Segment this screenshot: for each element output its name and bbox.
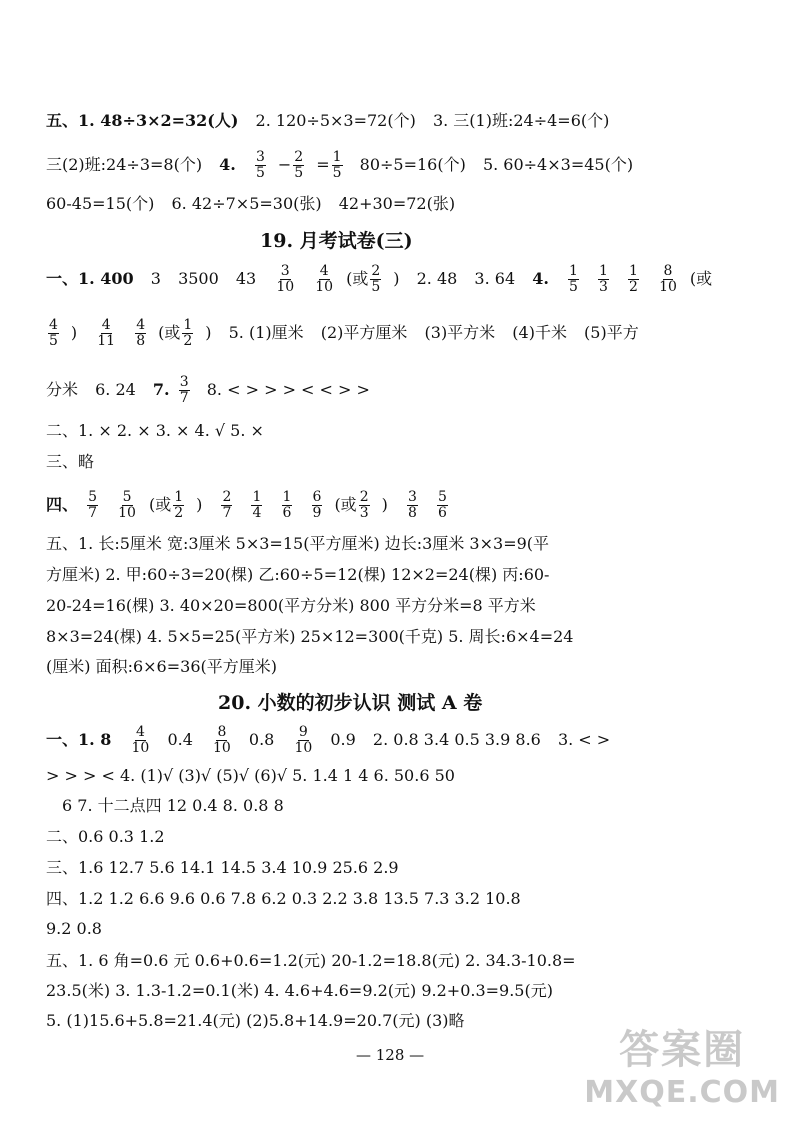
- fraction: $\frac{3}{7}$: [179, 374, 189, 406]
- watermark-logo: [584, 1018, 780, 1110]
- fraction: $\frac{8}{10}$: [212, 724, 231, 756]
- fraction: $\frac{9}{10}$: [294, 724, 313, 756]
- answer-text: 四、: [46, 495, 79, 514]
- answer-line-5-2: 三(2)班:24÷3=8(个) 4. $\frac{3}{5}$ − $\frac{2}{5}$ = $\frac{1}{5}$ 80÷5=16(个) 5. 60÷4×3=45(个): [46, 149, 634, 181]
- s19-line-3: [46, 375, 382, 406]
- answer-text: 42+30=72(张): [338, 194, 456, 213]
- fraction: $\frac{5}{7}$: [88, 489, 98, 521]
- answer-text: 6. 42÷7×5=30(张): [171, 194, 322, 213]
- fraction: $\frac{4}{8}$: [136, 317, 146, 349]
- s20-line-8: 五、1. 6 角=0.6 元 0.6+0.6=1.2(元) 20-1.2=18.8(元) 2. 34.3-10.8=: [46, 951, 576, 970]
- answer-text: 43: [235, 269, 257, 288]
- fraction: $\frac{6}{9}$: [312, 489, 322, 521]
- answer-text: 2. 0.8 3.4 0.5 3.9 8.6: [372, 730, 541, 749]
- answer-5-3: 3. 三(1)班:24÷4=6(个): [432, 111, 610, 130]
- answer-text: 5. (1)厘米: [228, 323, 304, 342]
- fraction: $\frac{1}{5}$: [569, 263, 578, 295]
- answer-text: 8. < > > > < < > >: [206, 380, 370, 399]
- fraction: $\frac{5}{6}$: [437, 489, 447, 521]
- fraction: $\frac{1}{2}$: [174, 489, 184, 521]
- fraction: $\frac{1}{2}$: [183, 317, 193, 349]
- answer-line-5-3: [46, 193, 467, 215]
- s19-line-9: 20-24=16(棵) 3. 40×20=800(平方分米) 800 平方分米=8 平方米: [46, 596, 536, 615]
- fraction: $\frac{1}{5}$: [332, 149, 342, 181]
- s20-line-6: 四、1.2 1.2 6.6 9.6 0.6 7.8 6.2 0.3 2.2 3.8 13.5 7.3 3.2 10.8: [46, 889, 521, 908]
- s19-line-5: 三、略: [46, 452, 95, 471]
- answer-text: 80÷5=16(个): [359, 155, 466, 174]
- answer-number: 4.: [532, 269, 549, 288]
- fraction: $\frac{4}{5}$: [49, 317, 58, 349]
- answer-number: 4.: [219, 155, 236, 174]
- answer-text: 5. 60÷4×3=45(个): [482, 155, 634, 174]
- s20-line-9: 23.5(米) 3. 1.3-1.2=0.1(米) 4. 4.6+4.6=9.2(元) 9.2+0.3=9.5(元): [46, 981, 553, 1000]
- s19-line-2: $\frac{4}{5}$ ) $\frac{4}{11}$ $\frac{4}{8}$ (或 $\frac{1}{2}$ ) 5. (1)厘米 (2)平方厘米 (3)平方米 (4)千米 (5)平方: [49, 317, 639, 349]
- fraction: $\frac{2}{5}$: [294, 149, 304, 181]
- s20-line-4: 二、0.6 0.3 1.2: [46, 827, 165, 846]
- s20-line-10: 5. (1)15.6+5.8=21.4(元) (2)5.8+14.9=20.7(元) (3)略: [46, 1011, 465, 1030]
- fraction: $\frac{1}{6}$: [282, 489, 292, 521]
- watermark-url: MXQE.COM: [584, 1075, 780, 1110]
- fraction: $\frac{4}{10}$: [131, 724, 150, 756]
- section-20-title: 20. 小数的初步认识 测试 A 卷: [218, 692, 483, 714]
- fraction: $\frac{1}{3}$: [599, 263, 608, 295]
- answer-5-2: 2. 120÷5×3=72(个): [255, 111, 416, 130]
- answer-text: 三(2)班:24÷3=8(个): [46, 155, 203, 174]
- s19-line-4: 二、1. × 2. × 3. × 4. √ 5. ×: [46, 421, 264, 440]
- answer-text: 3500: [178, 269, 219, 288]
- s19-line-6: 四、 $\frac{5}{7}$ $\frac{5}{10}$ (或 $\frac{1}{2}$ ) $\frac{2}{7}$ $\frac{1}{4}$ $\frac{1}{6}$ $\frac{6}{9}$ (或 $\frac{2}{3}$ ) $\frac{3}{8}$ $\frac{5}{6}$: [46, 489, 447, 521]
- s20-line-5: 三、1.6 12.7 5.6 14.1 14.5 3.4 10.9 25.6 2.9: [46, 858, 399, 877]
- fraction: $\frac{2}{7}$: [222, 489, 232, 521]
- fraction: $\frac{2}{3}$: [359, 489, 369, 521]
- fraction: $\frac{3}{5}$: [255, 149, 265, 181]
- answer-text: 3. 64: [474, 269, 516, 288]
- page-number: — 128 —: [356, 1046, 425, 1064]
- answer-text: 一、1. 400: [46, 269, 134, 288]
- fraction: $\frac{3}{8}$: [407, 489, 417, 521]
- section-19-title: 19. 月考试卷(三): [260, 230, 413, 252]
- answer-text: 3. < >: [557, 730, 611, 749]
- answer-text: (2)平方厘米: [320, 323, 408, 342]
- fraction: $\frac{3}{10}$: [276, 263, 295, 295]
- fraction: $\frac{4}{10}$: [315, 263, 334, 295]
- fraction: $\frac{2}{5}$: [371, 263, 381, 295]
- s20-line-1: [46, 725, 622, 756]
- s20-line-3: 6 7. 十二点四 12 0.4 8. 0.8 8: [62, 796, 284, 815]
- s19-line-1: 一、1. 400 3 3500 43 $\frac{3}{10}$ $\frac{4}{10}$ (或 $\frac{2}{5}$ ) 2. 48 3. 64 4. $\frac{1}{5}$ $\frac{1}{3}$ $\frac{1}{2}$ $\frac{8}{10}$ (或: [46, 263, 713, 295]
- fraction: $\frac{5}{10}$: [118, 489, 136, 521]
- s20-line-7: 9.2 0.8: [46, 919, 102, 938]
- answer-text: 60-45=15(个): [46, 194, 155, 213]
- s20-line-2: > > > < 4. (1)√ (3)√ (5)√ (6)√ 5. 1.4 1 4 6. 50.6 50: [46, 766, 455, 785]
- answer-text: 0.8: [248, 730, 275, 749]
- fraction: $\frac{8}{10}$: [659, 263, 677, 295]
- s19-line-7: 五、1. 长:5厘米 宽:3厘米 5×3=15(平方厘米) 边长:3厘米 3×3=9(平: [46, 534, 550, 553]
- s19-line-11: (厘米) 面积:6×6=36(平方厘米): [46, 657, 277, 676]
- answer-text: 0.4: [167, 730, 193, 749]
- answer-text: 0.9: [330, 730, 356, 749]
- watermark-text: 答案圈: [619, 1027, 746, 1073]
- answer-text: (4)千米: [512, 323, 567, 342]
- answer-5-1: 五、1. 48÷3×2=32(人): [46, 111, 239, 130]
- answer-text: 6. 24: [95, 380, 136, 399]
- answer-text: 分米: [46, 380, 79, 399]
- fraction: $\frac{1}{2}$: [629, 263, 638, 295]
- answer-text: (5)平方: [584, 323, 639, 342]
- fraction: $\frac{1}{4}$: [252, 489, 262, 521]
- answer-text: 一、1. 8: [46, 730, 112, 749]
- fraction: $\frac{4}{11}$: [97, 317, 116, 349]
- answer-line-5-1: [46, 110, 621, 132]
- answer-text: 3: [150, 269, 161, 288]
- answer-text: 2. 48: [416, 269, 458, 288]
- answer-number: 7.: [152, 380, 170, 399]
- s19-line-10: 8×3=24(棵) 4. 5×5=25(平方米) 25×12=300(千克) 5. 周长:6×4=24: [46, 627, 574, 646]
- s19-line-8: 方厘米) 2. 甲:60÷3=20(棵) 乙:60÷5=12(棵) 12×2=24(棵) 丙:60-: [46, 565, 550, 584]
- answer-text: (3)平方米: [424, 323, 496, 342]
